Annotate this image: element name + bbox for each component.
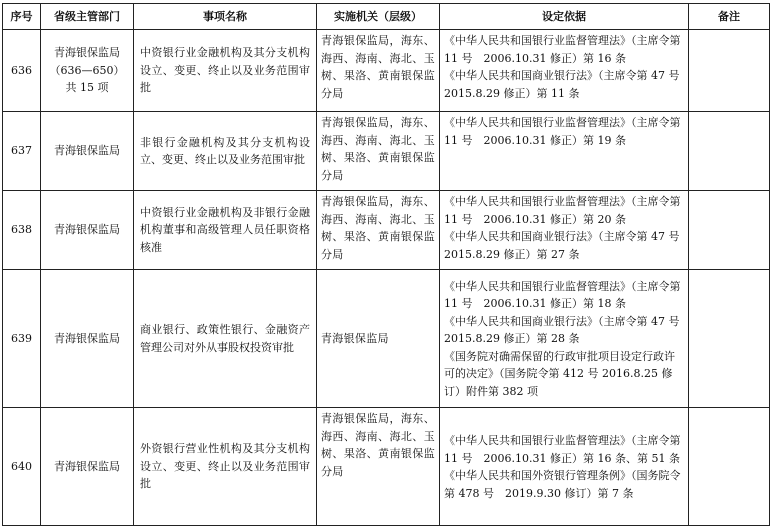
row-basis xyxy=(440,112,689,191)
basis-line: 《中华人民共和国外资银行管理条例》（国务院令第 478 号 2019.9.30 修订）第 7 条 xyxy=(444,469,681,500)
basis-line: 《中华人民共和国商业银行法》（主席令第 47 号 2015.8.29 修正）第 27 条 xyxy=(444,230,691,261)
row-number: 638 xyxy=(3,191,41,270)
row-basis xyxy=(440,191,689,270)
row-note xyxy=(689,30,770,112)
row-item-name: 非银行金融机构及其分支机构设立、变更、终止以及业务范围审批 xyxy=(134,112,317,191)
table-row xyxy=(3,191,770,270)
row-basis xyxy=(440,408,689,526)
basis-line: 《中华人民共和国银行业监督管理法》（主席令第 11 号 2006.10.31 修正）第 20 条 xyxy=(444,195,681,226)
basis-line: 《中华人民共和国银行业监督管理法》（主席令第 11 号 2006.10.31 修正）第 16 条 xyxy=(444,34,681,65)
row-number: 640 xyxy=(3,408,41,526)
dept-count-line: 共 15 项 xyxy=(65,81,109,95)
header-org: 实施机关（层级） xyxy=(317,4,440,30)
row-note xyxy=(689,191,770,270)
row-basis xyxy=(440,270,689,408)
dept-line: 青海银保监局 xyxy=(54,46,120,60)
header-item: 事项名称 xyxy=(134,4,317,30)
basis-line: 《中华人民共和国商业银行法》（主席令第 47 号 2015.8.29 修正）第 28 条 xyxy=(444,314,691,346)
header-basis: 设定依据 xyxy=(440,4,689,30)
row-org: 青海银保监局，海东、海西、海南、海北、玉树、果洛、黄南银保监分局 xyxy=(317,30,440,112)
row-dept: 青海银保监局 xyxy=(41,270,134,408)
row-item-name: 外资银行营业性机构及其分支机构设立、变更、终止以及业务范围审批 xyxy=(134,408,317,526)
row-item-name: 中资银行业金融机构及其分支机构设立、变更、终止以及业务范围审批 xyxy=(134,30,317,112)
row-basis xyxy=(440,30,689,112)
row-org: 青海银保监局，海东、海西、海南、海北、玉树、果洛、黄南银保监分局 xyxy=(317,408,440,526)
row-note xyxy=(689,408,770,526)
basis-line: 《中华人民共和国银行业监督管理法》（主席令第 11 号 2006.10.31 修正）第 18 条 xyxy=(444,279,681,311)
row-org: 青海银保监局，海东、海西、海南、海北、玉树、果洛、黄南银保监分局 xyxy=(317,191,440,270)
row-dept: 青海银保监局 xyxy=(41,191,134,270)
table-row xyxy=(3,112,770,191)
row-note xyxy=(689,112,770,191)
table-row xyxy=(3,270,770,408)
row-dept: 青海银保监局 xyxy=(41,408,134,526)
row-number: 637 xyxy=(3,112,41,191)
table-row xyxy=(3,30,770,112)
header-row xyxy=(3,4,770,30)
basis-line: 《中华人民共和国银行业监督管理法》（主席令第 11 号 2006.10.31 修正）第 16 条、第 51 条 xyxy=(444,434,681,465)
row-dept: 青海银保监局 xyxy=(41,112,134,191)
row-org: 青海银保监局，海东、海西、海南、海北、玉树、果洛、黄南银保监分局 xyxy=(317,112,440,191)
row-number: 636 xyxy=(3,30,41,112)
row-item-name: 中资银行业金融机构及非银行金融机构董事和高级管理人员任职资格核准 xyxy=(134,191,317,270)
row-note xyxy=(689,270,770,408)
row-item-name: 商业银行、政策性银行、金融资产管理公司对外从事股权投资审批 xyxy=(134,270,317,408)
approval-items-table xyxy=(2,3,770,526)
header-note: 备注 xyxy=(689,4,770,30)
header-no: 序号 xyxy=(3,4,41,30)
row-dept xyxy=(41,30,134,112)
basis-line: 《国务院对确需保留的行政审批项目设定行政许可的决定》（国务院令第 412 号 2016.8.25 修订）附件第 382 项 xyxy=(444,349,675,398)
table-row xyxy=(3,408,770,526)
header-dept: 省级主管部门 xyxy=(41,4,134,30)
row-org: 青海银保监局 xyxy=(317,270,440,408)
basis-line: 《中华人民共和国商业银行法》（主席令第 47 号 2015.8.29 修正）第 11 条 xyxy=(444,69,691,100)
basis-line: 《中华人民共和国银行业监督管理法》（主席令第 11 号 2006.10.31 修正）第 19 条 xyxy=(444,116,681,147)
row-number: 639 xyxy=(3,270,41,408)
dept-range-line: （636—650） xyxy=(49,63,125,77)
